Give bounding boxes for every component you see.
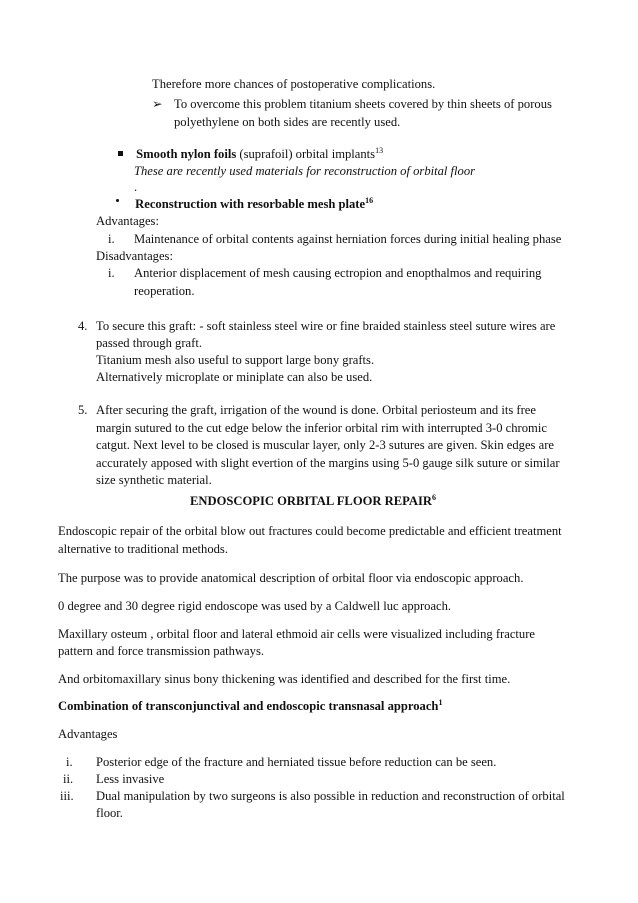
section-heading-endoscopic: [190, 493, 436, 509]
resorbable-title: Reconstruction with resorbable mesh plate: [135, 197, 366, 211]
list-item-4-line: To secure this graft: - soft stainless steel wire or fine braided stainless steel suture wires are: [96, 319, 556, 333]
arrow-bullet-item: [152, 96, 552, 112]
endoscopic-heading-ref: 6: [432, 493, 436, 502]
smooth-nylon-rest: (suprafoil) orbital implants: [236, 147, 376, 161]
endoscopic-paragraph: The purpose was to provide anatomical description of orbital floor via endoscopic approach.: [58, 571, 524, 585]
roman-list-text: Posterior edge of the fracture and herniated tissue before reduction can be seen.: [96, 755, 497, 769]
list-item-5-line: catgut. Next level to be closed is muscular layer, only 2-3 sutures are given. Skin edges are: [96, 438, 554, 452]
continuation-line: Therefore more chances of postoperative complications.: [152, 77, 436, 91]
combination-heading-text: Combination of transconjunctival and endoscopic transnasal approach: [58, 699, 439, 713]
list-item-4-line: Alternatively microplate or miniplate can also be used.: [96, 370, 373, 384]
list-item-4-num: 4.: [78, 319, 88, 333]
endoscopic-paragraph-cont: pattern and force transmission pathways.: [58, 644, 264, 658]
resorbable-disadvantages-label: Disadvantages:: [96, 249, 173, 263]
roman-list-text-cont: floor.: [96, 806, 123, 820]
roman-list-text: Dual manipulation by two surgeons is also possible in reduction and reconstruction of orbital: [96, 789, 565, 803]
roman-list-num: i.: [66, 755, 73, 769]
endoscopic-heading-text: ENDOSCOPIC ORBITAL FLOOR REPAIR: [190, 494, 432, 508]
smooth-nylon-desc: These are recently used materials for reconstruction of orbital floor: [134, 164, 476, 178]
roman-list-num: iii.: [60, 789, 74, 803]
endoscopic-paragraph-cont: alternative to traditional methods.: [58, 542, 228, 556]
section-heading-combination: [58, 698, 442, 714]
endoscopic-paragraph: And orbitomaxillary sinus bony thickening was identified and described for the first time.: [58, 672, 511, 686]
smooth-nylon-dot: .: [134, 180, 138, 194]
endoscopic-paragraph: 0 degree and 30 degree rigid endoscope was used by a Caldwell luc approach.: [58, 599, 452, 613]
smooth-nylon-ref: 13: [375, 146, 384, 155]
dot-bullet-icon: [116, 199, 119, 202]
roman-list-num: ii.: [63, 772, 74, 786]
smooth-nylon-title: Smooth nylon foils: [136, 147, 237, 161]
resorbable-ref: 16: [365, 196, 374, 205]
resorbable-adv-num: i.: [108, 232, 115, 246]
combination-advantages-label: Advantages: [58, 727, 118, 741]
list-item-4-line: passed through graft.: [96, 336, 202, 350]
resorbable-dis-text: Anterior displacement of mesh causing ectropion and enopthalmos and requiring: [134, 266, 542, 280]
resorbable-adv-text: Maintenance of orbital contents against herniation forces during initial healing phase: [134, 232, 562, 246]
list-item-5-num: 5.: [78, 403, 88, 417]
square-bullet-icon: [118, 151, 123, 156]
list-item-5-line: size synthetic material.: [96, 473, 212, 487]
arrow-item-text-cont: polyethylene on both sides are recently used.: [174, 115, 401, 129]
resorbable-dis-text-cont: reoperation.: [134, 284, 195, 298]
list-item-5-line: After securing the graft, irrigation of the wound is done. Orbital periosteum and its free: [96, 403, 536, 417]
resorbable-dis-num: i.: [108, 266, 115, 280]
list-item-5-line: accurately apposed with slight evertion of the margins using 5-0 gauge silk suture or similar: [96, 456, 560, 470]
combination-heading-ref: 1: [438, 698, 443, 707]
endoscopic-paragraph: Endoscopic repair of the orbital blow out fractures could become predictable and efficient treatment: [58, 524, 562, 538]
arrow-item-text: To overcome this problem titanium sheets covered by thin sheets of porous: [174, 97, 552, 111]
list-item-5-line: margin sutured to the cut edge below the inferior orbital rim with interrupted 3-0 chromic: [96, 421, 547, 435]
arrow-bullet-icon: ➢: [152, 97, 163, 111]
resorbable-advantages-label: Advantages:: [96, 214, 159, 228]
resorbable-heading: [116, 196, 373, 212]
endoscopic-paragraph: Maxillary osteum , orbital floor and lateral ethmoid air cells were visualized including fracture: [58, 627, 535, 641]
roman-list-text: Less invasive: [96, 772, 165, 786]
list-item-4-line: Titanium mesh also useful to support large bony grafts.: [96, 353, 375, 367]
smooth-nylon-heading: [118, 146, 383, 162]
